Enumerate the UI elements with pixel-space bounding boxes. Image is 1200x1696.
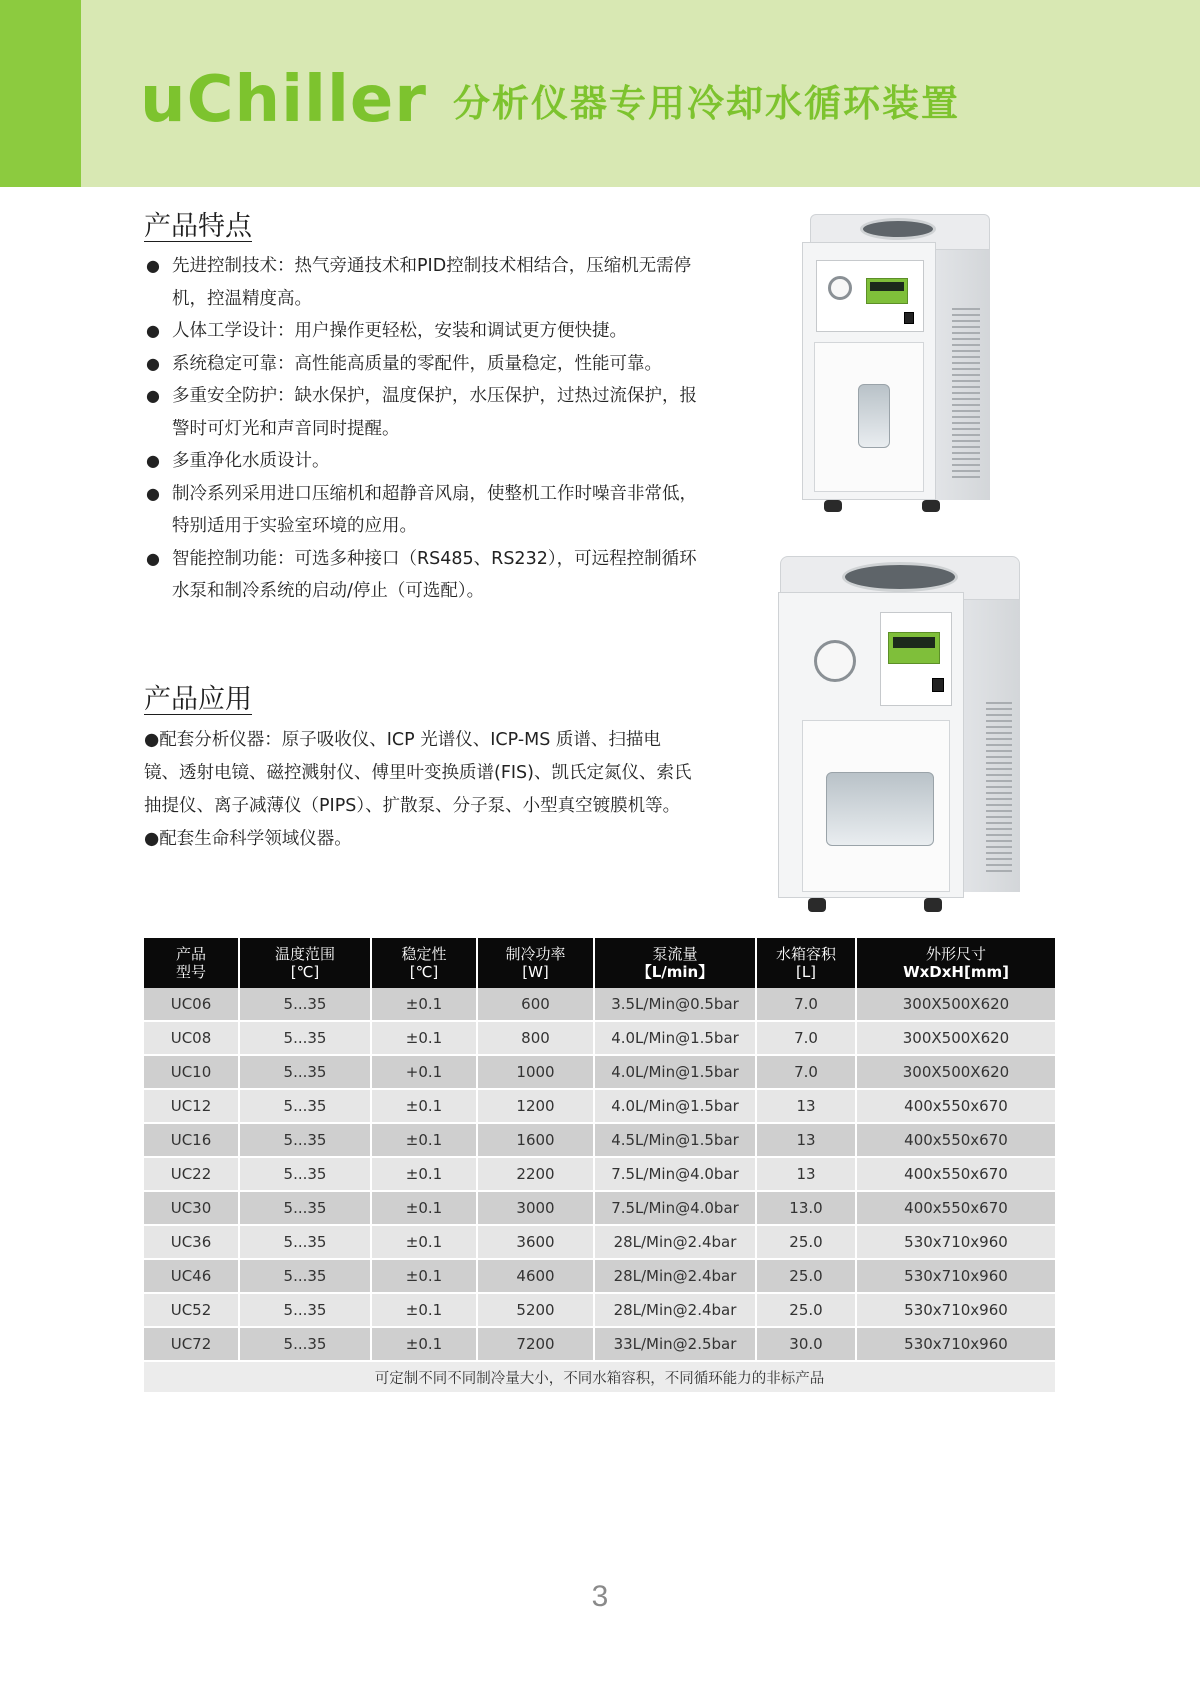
table-cell: 530x710x960 bbox=[856, 1225, 1055, 1259]
table-header-line: [L] bbox=[795, 963, 817, 981]
table-cell: 25.0 bbox=[756, 1293, 856, 1327]
feature-item bbox=[144, 543, 704, 608]
table-cell: 5...35 bbox=[239, 1123, 371, 1157]
table-cell: 28L/Min@2.4bar bbox=[594, 1225, 756, 1259]
table-row bbox=[144, 988, 1055, 1021]
table-header-cell bbox=[371, 938, 477, 988]
applications-title: 产品应用 bbox=[144, 684, 252, 715]
table-cell: 13 bbox=[756, 1089, 856, 1123]
feature-item bbox=[144, 445, 704, 478]
table-cell: 530x710x960 bbox=[856, 1327, 1055, 1361]
table-cell: ±0.1 bbox=[371, 1191, 477, 1225]
table-cell: 3000 bbox=[477, 1191, 594, 1225]
bullet-icon: ● bbox=[146, 548, 160, 568]
feature-text: 多重安全防护：缺水保护，温度保护，水压保护，过热过流保护，报警时可灯光和声音同时提醒。 bbox=[172, 386, 697, 439]
features-title: 产品特点 bbox=[144, 211, 252, 242]
spec-table bbox=[144, 938, 1055, 1394]
table-row bbox=[144, 1327, 1055, 1361]
table-header-line: [℃] bbox=[409, 963, 439, 981]
feature-item bbox=[144, 380, 704, 445]
table-header-line: 制冷功率 bbox=[505, 945, 566, 963]
table-cell: 4.0L/Min@1.5bar bbox=[594, 1089, 756, 1123]
chiller-small-image bbox=[800, 208, 992, 514]
table-cell: UC16 bbox=[144, 1123, 239, 1157]
header-band bbox=[0, 0, 1200, 187]
table-row bbox=[144, 1225, 1055, 1259]
table-cell: 4.0L/Min@1.5bar bbox=[594, 1021, 756, 1055]
table-cell: 4.5L/Min@1.5bar bbox=[594, 1123, 756, 1157]
feature-text: 系统稳定可靠：高性能高质量的零配件，质量稳定，性能可靠。 bbox=[172, 353, 662, 374]
table-header-cell bbox=[477, 938, 594, 988]
table-header-cell bbox=[594, 938, 756, 988]
bullet-icon: ● bbox=[146, 451, 160, 470]
table-cell: 400x550x670 bbox=[856, 1123, 1055, 1157]
table-cell: 5...35 bbox=[239, 1021, 371, 1055]
table-header-cell bbox=[144, 938, 239, 988]
table-cell: 1000 bbox=[477, 1055, 594, 1089]
table-note: 可定制不同不同制冷量大小，不同水箱容积，不同循环能力的非标产品 bbox=[144, 1361, 1055, 1393]
table-cell: UC10 bbox=[144, 1055, 239, 1089]
table-cell: 800 bbox=[477, 1021, 594, 1055]
table-row bbox=[144, 1157, 1055, 1191]
table-cell: 1600 bbox=[477, 1123, 594, 1157]
table-cell: 400x550x670 bbox=[856, 1157, 1055, 1191]
page-number: 3 bbox=[591, 1580, 609, 1613]
table-row bbox=[144, 1089, 1055, 1123]
table-cell: UC06 bbox=[144, 988, 239, 1021]
feature-item bbox=[144, 348, 704, 381]
table-cell: 5200 bbox=[477, 1293, 594, 1327]
table-header-line: 温度范围 bbox=[274, 945, 335, 963]
table-cell: 5...35 bbox=[239, 1157, 371, 1191]
table-cell: 7200 bbox=[477, 1327, 594, 1361]
table-cell: 25.0 bbox=[756, 1225, 856, 1259]
table-header-line: [W] bbox=[522, 963, 549, 981]
table-cell: ±0.1 bbox=[371, 1123, 477, 1157]
table-cell: ±0.1 bbox=[371, 1089, 477, 1123]
table-cell: 2200 bbox=[477, 1157, 594, 1191]
table-cell: 3.5L/Min@0.5bar bbox=[594, 988, 756, 1021]
table-cell: 530x710x960 bbox=[856, 1259, 1055, 1293]
spec-table-body bbox=[144, 988, 1055, 1393]
table-row bbox=[144, 1259, 1055, 1293]
bullet-icon: ● bbox=[146, 353, 160, 373]
table-header-line: 型号 bbox=[175, 963, 206, 981]
table-cell: ±0.1 bbox=[371, 1021, 477, 1055]
table-cell: UC08 bbox=[144, 1021, 239, 1055]
table-header-line: 泵流量 bbox=[652, 945, 698, 963]
feature-text: 先进控制技术：热气旁通技术和PID控制技术相结合，压缩机无需停机，控温精度高。 bbox=[172, 256, 692, 309]
table-cell: ±0.1 bbox=[371, 1259, 477, 1293]
table-cell: 5...35 bbox=[239, 1191, 371, 1225]
bullet-icon: ● bbox=[146, 256, 160, 275]
table-cell: UC52 bbox=[144, 1293, 239, 1327]
table-cell: 7.5L/Min@4.0bar bbox=[594, 1157, 756, 1191]
table-cell: 530x710x960 bbox=[856, 1293, 1055, 1327]
table-cell: 13 bbox=[756, 1157, 856, 1191]
table-cell: 13.0 bbox=[756, 1191, 856, 1225]
bullet-icon: ● bbox=[146, 321, 160, 340]
table-cell: 28L/Min@2.4bar bbox=[594, 1293, 756, 1327]
table-header-line: 【L/min】 bbox=[636, 963, 714, 981]
table-cell: 5...35 bbox=[239, 1089, 371, 1123]
table-cell: 300X500X620 bbox=[856, 1055, 1055, 1089]
feature-item bbox=[144, 315, 704, 348]
table-cell: ±0.1 bbox=[371, 1157, 477, 1191]
application-paragraph: ●配套分析仪器：原子吸收仪、ICP 光谱仪、ICP-MS 质谱、扫描电镜、透射电镜、磁控溅射仪、傅里叶变换质谱(FIS)、凯氏定氮仪、索氏抽提仪、离子减薄仪（PIPS）、扩散泵、分子泵、小型真空镀膜机等。 bbox=[144, 730, 692, 816]
application-paragraph: ●配套生命科学领域仪器。 bbox=[144, 829, 352, 849]
table-cell: 33L/Min@2.5bar bbox=[594, 1327, 756, 1361]
feature-text: 多重净化水质设计。 bbox=[172, 451, 330, 471]
table-header-cell bbox=[856, 938, 1055, 988]
table-cell: UC12 bbox=[144, 1089, 239, 1123]
table-cell: 4600 bbox=[477, 1259, 594, 1293]
table-cell: 5...35 bbox=[239, 1259, 371, 1293]
table-header-line: 稳定性 bbox=[401, 945, 447, 963]
table-cell: 5...35 bbox=[239, 988, 371, 1021]
table-cell: 1200 bbox=[477, 1089, 594, 1123]
table-header-line: WxDxH[mm] bbox=[903, 963, 1009, 981]
table-header-line: [℃] bbox=[290, 963, 320, 981]
table-cell: ±0.1 bbox=[371, 1225, 477, 1259]
table-row bbox=[144, 1021, 1055, 1055]
table-cell: 5...35 bbox=[239, 1327, 371, 1361]
brand-title: uChiller bbox=[140, 63, 427, 137]
table-row bbox=[144, 1055, 1055, 1089]
table-row bbox=[144, 1191, 1055, 1225]
table-header-line: 产品 bbox=[175, 945, 206, 963]
table-header-line: 水箱容积 bbox=[775, 945, 836, 963]
bullet-icon: ● bbox=[146, 483, 160, 503]
table-cell: 600 bbox=[477, 988, 594, 1021]
table-cell: ±0.1 bbox=[371, 1327, 477, 1361]
table-header-line: 外形尺寸 bbox=[925, 945, 986, 963]
table-cell: ±0.1 bbox=[371, 1293, 477, 1327]
table-cell: 7.0 bbox=[756, 1055, 856, 1089]
header-accent-bar bbox=[0, 0, 81, 187]
feature-text: 人体工学设计：用户操作更轻松，安装和调试更方便快捷。 bbox=[172, 321, 627, 341]
table-header-cell bbox=[756, 938, 856, 988]
table-cell: 300X500X620 bbox=[856, 1021, 1055, 1055]
table-row bbox=[144, 1123, 1055, 1157]
bullet-icon: ● bbox=[146, 386, 160, 405]
table-cell: 7.0 bbox=[756, 988, 856, 1021]
table-cell: UC72 bbox=[144, 1327, 239, 1361]
table-cell: 25.0 bbox=[756, 1259, 856, 1293]
chiller-large-image bbox=[776, 552, 1022, 912]
table-cell: 400x550x670 bbox=[856, 1191, 1055, 1225]
brand-subtitle: 分析仪器专用冷却水循环装置 bbox=[453, 82, 960, 125]
table-header-cell bbox=[239, 938, 371, 988]
table-cell: UC46 bbox=[144, 1259, 239, 1293]
table-cell: ±0.1 bbox=[371, 988, 477, 1021]
table-note-row bbox=[144, 1361, 1055, 1393]
feature-text: 制冷系列采用进口压缩机和超静音风扇，使整机工作时噪音非常低，特别适用于实验室环境的应用。 bbox=[172, 483, 697, 536]
table-cell: 4.0L/Min@1.5bar bbox=[594, 1055, 756, 1089]
feature-text: 智能控制功能：可选多种接口（RS485、RS232），可远程控制循环水泵和制冷系统的启动/停止（可选配）。 bbox=[172, 548, 697, 601]
table-cell: UC36 bbox=[144, 1225, 239, 1259]
table-cell: 400x550x670 bbox=[856, 1089, 1055, 1123]
table-cell: 13 bbox=[756, 1123, 856, 1157]
table-cell: 5...35 bbox=[239, 1225, 371, 1259]
table-cell: 5...35 bbox=[239, 1293, 371, 1327]
feature-item bbox=[144, 478, 704, 543]
table-cell: +0.1 bbox=[371, 1055, 477, 1089]
table-cell: UC22 bbox=[144, 1157, 239, 1191]
table-cell: 28L/Min@2.4bar bbox=[594, 1259, 756, 1293]
table-cell: 300X500X620 bbox=[856, 988, 1055, 1021]
table-cell: 30.0 bbox=[756, 1327, 856, 1361]
table-cell: 3600 bbox=[477, 1225, 594, 1259]
table-cell: UC30 bbox=[144, 1191, 239, 1225]
table-cell: 7.5L/Min@4.0bar bbox=[594, 1191, 756, 1225]
table-row bbox=[144, 1293, 1055, 1327]
spec-table-header bbox=[144, 938, 1055, 988]
features-list bbox=[144, 250, 704, 608]
table-cell: 7.0 bbox=[756, 1021, 856, 1055]
table-cell: 5...35 bbox=[239, 1055, 371, 1089]
applications-text bbox=[144, 724, 694, 856]
feature-item bbox=[144, 250, 704, 315]
